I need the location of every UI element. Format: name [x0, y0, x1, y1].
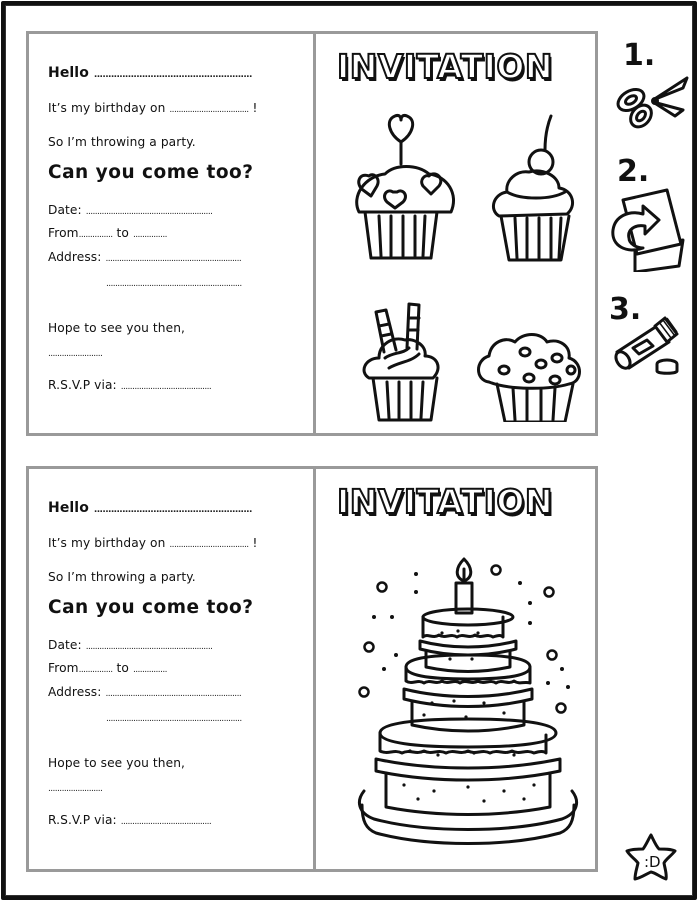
address-line-2[interactable] [106, 275, 242, 289]
address-line[interactable]: Address: ............................................................ [48, 250, 242, 264]
hope-line: Hope to see you then, [48, 756, 186, 770]
hello-line[interactable]: Hello ........................................................ [48, 65, 252, 81]
invitation-card-top [26, 31, 598, 436]
fold-line [313, 33, 316, 434]
heart-cupcake-icon [357, 115, 454, 258]
date-line[interactable]: Date: ........................................................ [48, 638, 213, 652]
name-blank[interactable]: ........................................................ [93, 70, 252, 80]
cupcakes-illustration [329, 112, 589, 422]
address-blank-2[interactable]: ............................................................ [106, 714, 242, 724]
muffin-cupcake-icon [479, 335, 580, 423]
invitation-card-bottom [26, 466, 598, 872]
party-line: So I’m throwing a party. [48, 135, 196, 149]
rsvp-line[interactable]: R.S.V.P via: ........................................ [48, 813, 212, 827]
from-blank[interactable]: ............... [78, 665, 113, 675]
party-line: So I’m throwing a party. [48, 570, 196, 584]
address-blank[interactable]: ............................................................ [105, 254, 242, 264]
signature-line[interactable] [48, 345, 102, 359]
date-blank[interactable]: ........................................................ [85, 642, 213, 652]
svg-text::D: :D [644, 853, 661, 871]
come-too-heading: Can you come too? [48, 597, 254, 618]
address-blank-2[interactable]: ............................................................ [106, 279, 242, 289]
birthday-blank[interactable]: ................................... [169, 540, 249, 550]
scissors-icon [611, 74, 691, 130]
date-blank[interactable]: ........................................................ [85, 207, 213, 217]
birthday-blank[interactable]: ................................... [169, 105, 249, 115]
step-2-number: 2. [617, 154, 650, 189]
birthday-line[interactable]: It’s my birthday on ................................... ! [48, 101, 258, 115]
time-line[interactable]: From............... to ............... [48, 226, 167, 240]
to-blank[interactable]: ............... [132, 230, 167, 240]
birthday-cake-icon [334, 555, 584, 845]
step-3-number: 3. [609, 292, 642, 327]
hello-line[interactable]: Hello ........................................................ [48, 500, 252, 516]
birthday-line[interactable]: It’s my birthday on ................................... ! [48, 536, 258, 550]
signature-blank[interactable]: ........................ [48, 349, 103, 359]
cherry-cupcake-icon [493, 116, 572, 260]
signature-blank[interactable]: ........................ [48, 784, 103, 794]
rsvp-line[interactable]: R.S.V.P via: ........................................ [48, 378, 212, 392]
from-blank[interactable]: ............... [78, 230, 113, 240]
invitation-title: INVITATION [336, 482, 554, 521]
address-line[interactable]: Address: ............................................................ [48, 685, 242, 699]
name-blank[interactable]: ........................................................ [93, 505, 252, 515]
signature-line[interactable] [48, 780, 102, 794]
date-line[interactable]: Date: ........................................................ [48, 203, 213, 217]
invitation-title: INVITATION [336, 47, 554, 86]
step-1-number: 1. [623, 38, 656, 73]
rsvp-blank[interactable]: ........................................ [120, 382, 212, 392]
fold-line [313, 468, 316, 870]
star-face-icon [624, 832, 678, 884]
address-line-2[interactable] [106, 710, 242, 724]
to-blank[interactable]: ............... [132, 665, 167, 675]
time-line[interactable]: From............... to ............... [48, 661, 167, 675]
come-too-heading: Can you come too? [48, 162, 254, 183]
address-blank[interactable]: ............................................................ [105, 689, 242, 699]
glue-stick-icon [611, 308, 687, 378]
hope-line: Hope to see you then, [48, 321, 186, 335]
fold-paper-icon [609, 188, 685, 272]
wafer-cupcake-icon [364, 304, 438, 420]
rsvp-blank[interactable]: ........................................ [120, 817, 212, 827]
